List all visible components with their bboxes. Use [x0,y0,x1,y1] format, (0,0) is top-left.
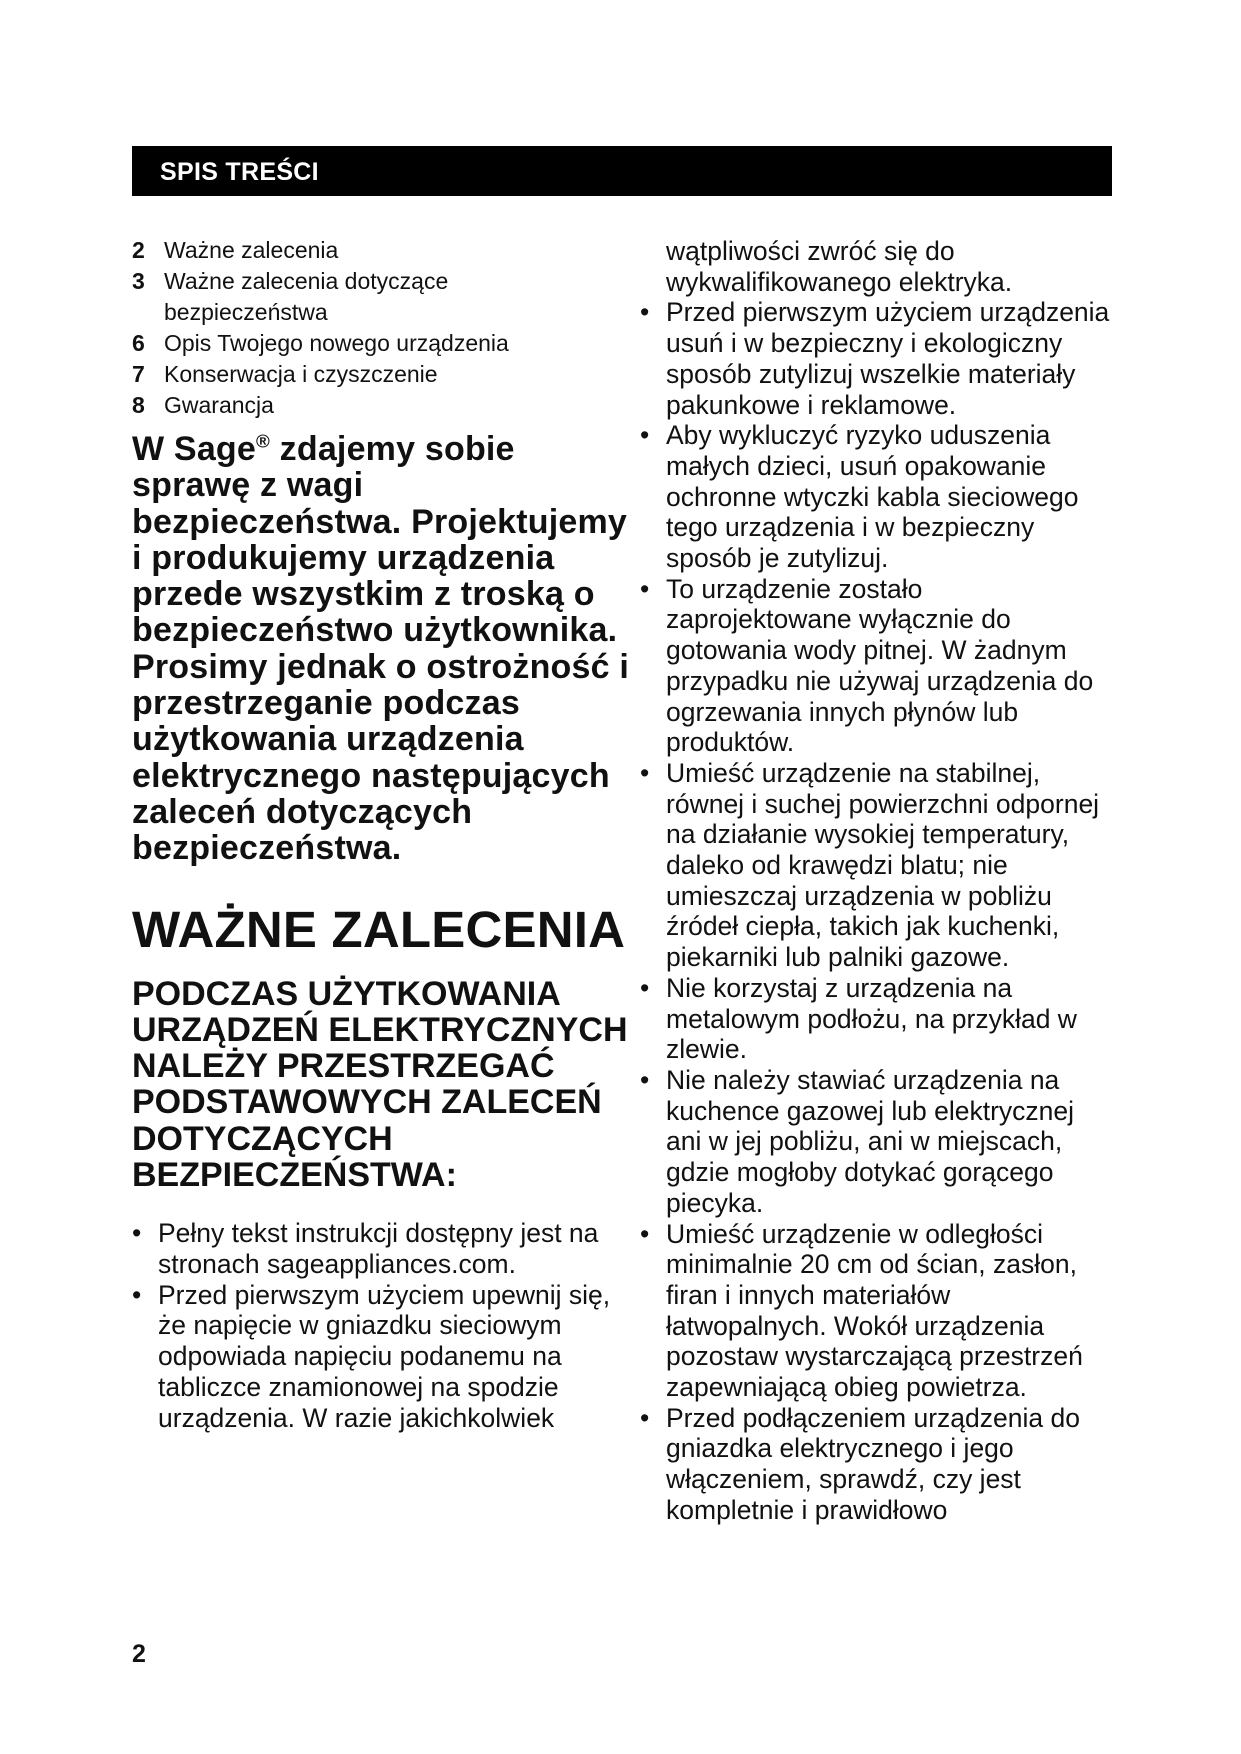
toc-label: Ważne zalecenia dotyczące bezpieczeństwa [164,268,449,325]
table-of-contents [132,235,632,421]
toc-page-number: 2 [132,237,145,263]
bullet-item: • Aby wykluczyć ryzyko uduszenia małych dzieci, usuń opakowanie ochronne wtyczki kabla sieciowego tego urządzenia i w bezpieczny sposób je zutylizuj. [644,420,1114,574]
sub-title: PODCZAS UŻYTKOWANIA URZĄDZEŃ ELEKTRYCZNYCH NALEŻY PRZESTRZEGAĆ PODSTAWOWYCH ZALECEŃ DOTYCZĄCYCH BEZPIECZEŃSTWA: [132,974,628,1195]
left-column [132,235,632,1433]
left-bullet-list [132,1218,632,1433]
toc-item[interactable] [132,328,632,359]
bullet-item: • Umieść urządzenie na stabilnej, równej i suchej powierzchni odpornej na działanie wysokiej temperatury, daleko od krawędzi blatu; nie umieszczaj urządzenia w pobliżu źródeł ciepła, takich jak kuchenki, piekarniki lub palniki gazowe. [644,758,1114,973]
bullet-item: • Nie należy stawiać urządzenia na kuchence gazowej lub elektrycznej ani w jej pobliżu, ani w miejscach, gdzie mogłoby dotykać gorącego piecyka. [644,1065,1114,1219]
toc-label: Gwarancja [164,392,274,418]
page-number: 2 [132,1640,146,1668]
right-bullet-list [644,297,1114,1525]
toc-label: Opis Twojego nowego urządzenia [164,330,509,356]
bullet-item: • Nie korzystaj z urządzenia na metalowym podłożu, na przykład w zlewie. [644,973,1114,1065]
bullet-item: • Przed pierwszym użyciem urządzenia usuń i w bezpieczny i ekologiczny sposób zutylizuj wszelkie materiały pakunkowe i reklamowe. [644,297,1114,420]
section-header-title: SPIS TREŚCI [160,158,319,186]
toc-item[interactable] [132,390,632,421]
toc-page-number: 3 [132,268,145,294]
toc-item[interactable] [132,266,632,328]
bullet-item: • Pełny tekst instrukcji dostępny jest na stronach sageappliances.com. [132,1218,632,1279]
registered-mark: ® [256,430,270,452]
bullet-item: • Umieść urządzenie w odległości minimalnie 20 cm od ścian, zasłon, firan i innych materiałów łatwopalnych. Wokół urządzenia pozostaw wystarczającą przestrzeń zapewniającą obieg powietrza. [644,1219,1114,1403]
toc-page-number: 7 [132,361,145,387]
toc-label: Konserwacja i czyszczenie [164,361,438,387]
main-title: WAŻNE ZALECENIA [132,900,626,958]
bullet-item: • Przed pierwszym użyciem upewnij się, że napięcie w gniazdku sieciowym odpowiada napięciu podanemu na tabliczce znamionowej na spodzie urządzenia. W razie jakichkolwiek [132,1280,632,1434]
toc-page-number: 8 [132,392,145,418]
section-header-bar [132,146,1112,196]
bullet-item: • To urządzenie zostało zaprojektowane wyłącznie do gotowania wody pitnej. W żadnym przypadku nie używaj urządzenia do ogrzewania innych płynów lub produktów. [644,574,1114,758]
toc-item[interactable] [132,359,632,390]
intro-brand: W Sage [132,430,257,468]
intro-text: zdajemy sobie sprawę z wagi bezpieczeństwa. Projektujemy i produkujemy urządzenia przede wszystkim z troską o bezpieczeństwo użytkownika. Prosimy jednak o ostrożność i przestrzeganie podczas użytkowania urządzenia elektrycznego następujących zaleceń dotyczących bezpieczeństwa. [132,430,630,868]
bullet-item: • Przed podłączeniem urządzenia do gniazdka elektrycznego i jego włączeniem, sprawdź, czy jest kompletnie i prawidłowo [644,1403,1114,1526]
toc-item[interactable] [132,235,632,266]
right-column [644,236,1114,1526]
toc-label: Ważne zalecenia [164,237,339,263]
intro-paragraph [132,431,632,867]
continued-text: wątpliwości zwróć się do wykwalifikowanego elektryka. [666,236,1013,297]
toc-page-number: 6 [132,330,145,356]
